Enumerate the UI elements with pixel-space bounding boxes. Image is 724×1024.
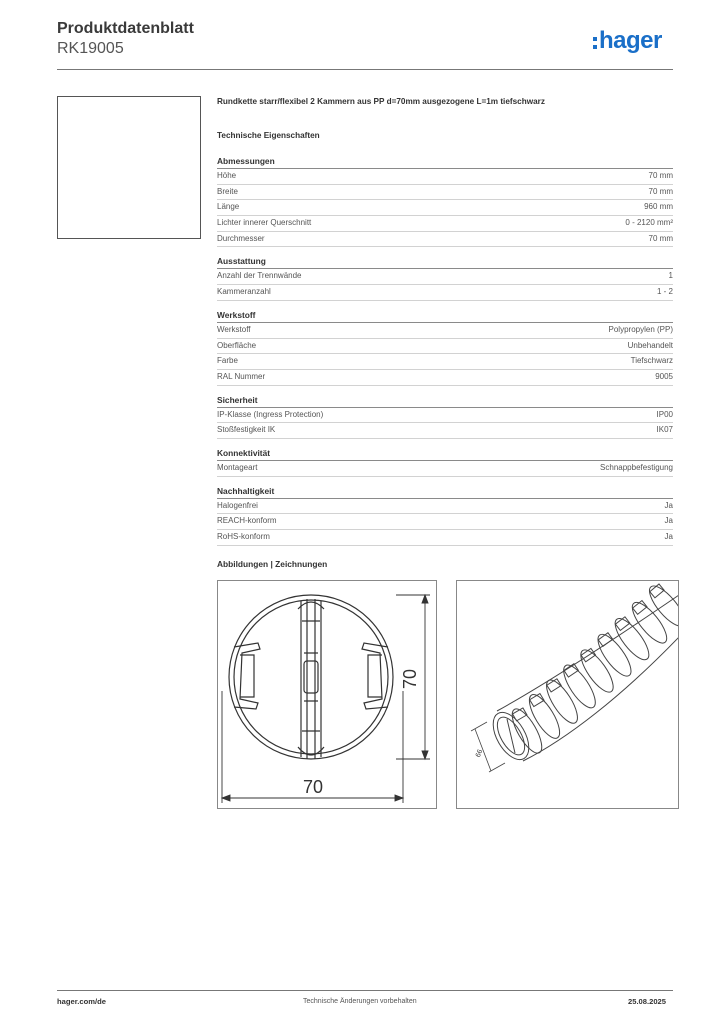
spec-value: Unbehandelt (627, 340, 673, 350)
spec-label: REACH-konform (217, 516, 277, 526)
spec-value: 70 mm (648, 186, 673, 196)
spec-label: RAL Nummer (217, 371, 266, 381)
spec-label: Breite (217, 186, 238, 196)
spec-value: 0 - 2120 mm² (625, 218, 673, 228)
spec-label: Höhe (217, 171, 237, 180)
iso-dimension-label: 66 (474, 748, 485, 759)
spec-row (217, 339, 673, 355)
spec-value: Ja (664, 532, 673, 541)
chain-segment (524, 690, 565, 742)
chain-segment (558, 661, 601, 713)
chain-segment (575, 645, 618, 696)
spec-value: IK07 (656, 425, 673, 435)
spec-label: Durchmesser (217, 233, 265, 243)
spec-row (217, 499, 673, 515)
spec-row (217, 423, 673, 439)
spec-label: Halogenfrei (217, 500, 258, 510)
spec-row (217, 323, 673, 339)
article-number: RK19005 (57, 40, 124, 57)
spec-row (217, 370, 673, 386)
spec-label: Montageart (217, 462, 258, 472)
spec-section (217, 394, 673, 439)
spec-value: 70 mm (648, 171, 673, 180)
spec-section (217, 155, 673, 247)
spec-row (217, 216, 673, 232)
spec-value: 70 mm (648, 233, 673, 243)
cross-section-drawing (217, 580, 437, 809)
spec-row (217, 514, 673, 530)
spec-row (217, 269, 673, 285)
spec-label: Lichter innerer Querschnitt (217, 218, 312, 228)
spec-value: 960 mm (644, 202, 673, 212)
chain-segment (610, 614, 655, 665)
technical-properties-title: Technische Eigenschaften (217, 131, 320, 140)
footer-website: hager.com/de (57, 997, 106, 1006)
spec-section (217, 447, 673, 477)
spec-row (217, 185, 673, 201)
chain-segment (541, 676, 583, 728)
section-title: Sicherheit (217, 394, 673, 408)
hager-logo (593, 27, 662, 55)
logo-text: hager (599, 27, 662, 54)
spec-row (217, 285, 673, 301)
spec-label: Kammeranzahl (217, 287, 271, 297)
drawings-title: Abbildungen | Zeichnungen (217, 559, 328, 569)
spec-row (217, 169, 673, 185)
spec-row (217, 408, 673, 424)
isometric-drawing (456, 580, 679, 809)
product-image-placeholder (57, 96, 201, 239)
section-title: Ausstattung (217, 255, 673, 269)
height-dimension-label: 70 (400, 668, 420, 690)
spec-value: 1 (668, 271, 673, 281)
footer-notice: Technische Änderungen vorbehalten (303, 998, 417, 1005)
spec-row (217, 461, 673, 477)
spec-sections (217, 155, 673, 554)
spec-value: Polypropylen (PP) (608, 324, 673, 334)
spec-value: Schnappbefestigung (600, 462, 673, 472)
spec-value: Ja (664, 500, 673, 510)
section-title: Konnektivität (217, 447, 673, 461)
spec-section (217, 309, 673, 386)
chain-segment (627, 598, 672, 648)
spec-section (217, 255, 673, 300)
page-title: Produktdatenblatt (57, 20, 194, 37)
spec-value: 9005 (655, 371, 673, 381)
spec-label: RoHS-konform (217, 532, 270, 541)
footer-divider (57, 990, 673, 991)
header-divider (57, 69, 673, 70)
spec-value: IP00 (656, 409, 673, 419)
spec-label: Farbe (217, 356, 238, 366)
section-title: Abmessungen (217, 155, 673, 169)
spec-label: Werkstoff (217, 324, 251, 334)
product-description: Rundkette starr/flexibel 2 Kammern aus PP d=70mm ausgezogene L=1m tiefschwarz (217, 97, 545, 106)
width-dimension-label: 70 (302, 777, 324, 797)
spec-row (217, 530, 673, 546)
section-title: Nachhaltigkeit (217, 485, 673, 499)
spec-row (217, 354, 673, 370)
spec-label: Stoßfestigkeit IK (217, 425, 276, 435)
spec-label: IP-Klasse (Ingress Protection) (217, 409, 324, 419)
spec-row (217, 232, 673, 248)
spec-label: Oberfläche (217, 340, 257, 350)
spec-label: Anzahl der Trennwände (217, 271, 302, 281)
footer-date: 25.08.2025 (628, 997, 667, 1006)
spec-section (217, 485, 673, 546)
chain-segment (592, 630, 636, 681)
section-title: Werkstoff (217, 309, 673, 323)
spec-value: 1 - 2 (656, 287, 673, 297)
spec-value: Tiefschwarz (630, 356, 673, 366)
chain-segment (507, 705, 548, 757)
spec-row (217, 200, 673, 216)
spec-value: Ja (664, 516, 673, 526)
spec-label: Länge (217, 202, 240, 212)
logo-dots-icon (593, 37, 597, 49)
